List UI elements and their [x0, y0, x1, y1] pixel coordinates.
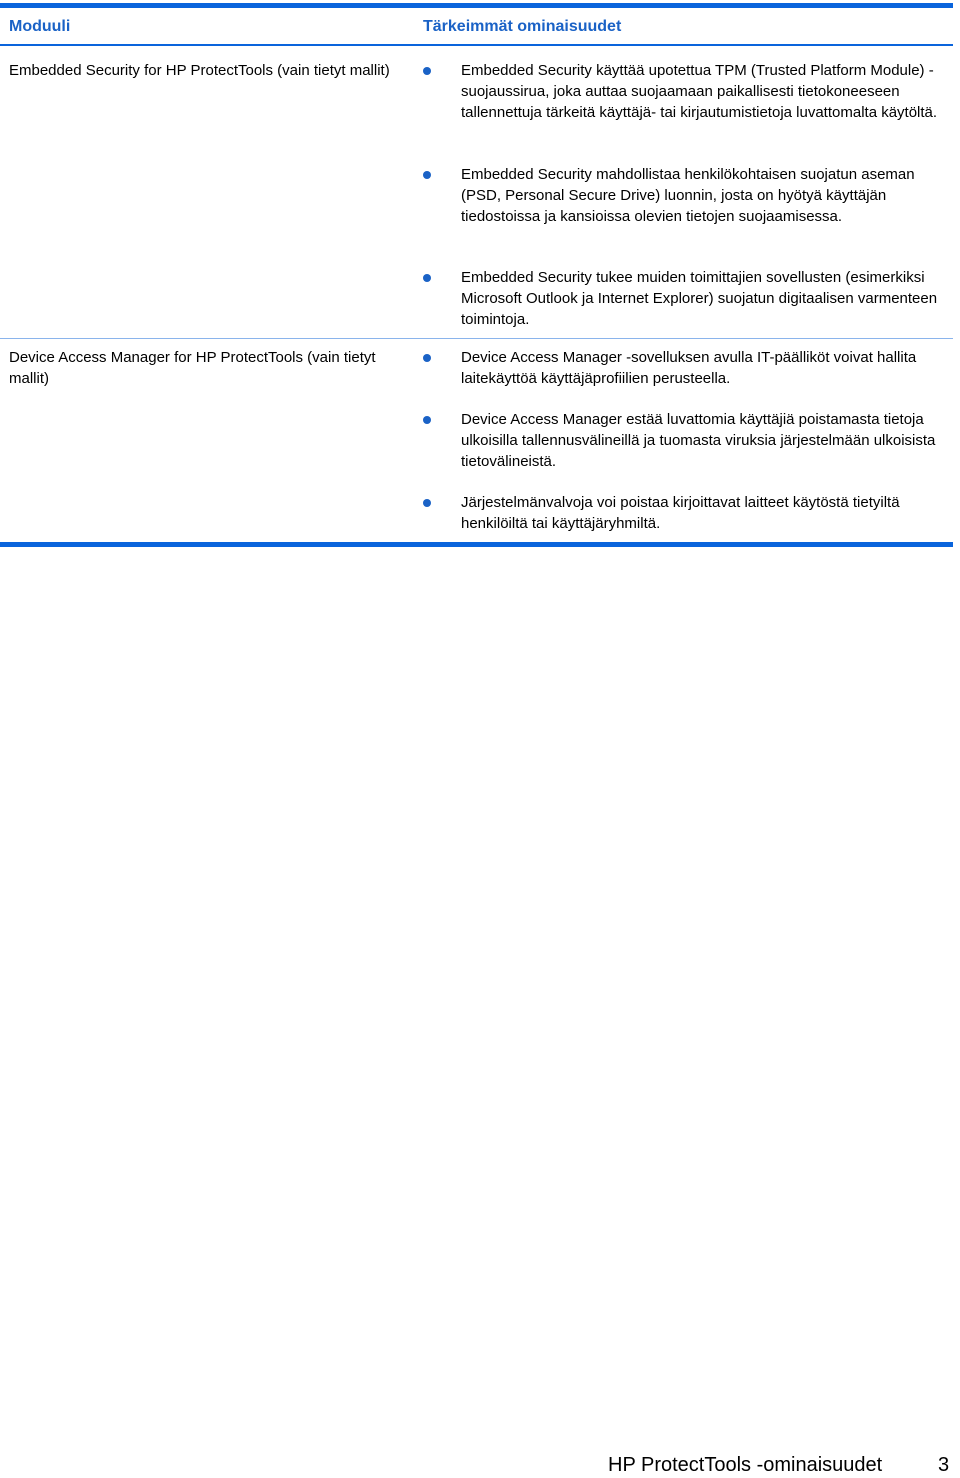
feature-item: Device Access Manager estää luvattomia käyttäjiä poistamasta tietoja ulkoisilla tallennusvälineillä ja tuomasta viruksia järjestelmään ulkoisista tietovälineistä.: [461, 411, 936, 470]
bullet-icon: [423, 67, 431, 75]
page-number: 3: [938, 1454, 950, 1476]
bullet-icon: [423, 274, 431, 282]
footer-section-title: HP ProtectTools -ominaisuudet: [608, 1454, 883, 1476]
module-name: Device Access Manager for HP ProtectTools (vain tietyt mallit): [9, 349, 376, 387]
feature-item: Device Access Manager -sovelluksen avulla IT-päälliköt voivat hallita laitekäyttöä käyttäjäprofiilien perusteella.: [461, 349, 917, 387]
row-divider: [0, 338, 953, 339]
module-name: Embedded Security for HP ProtectTools (vain tietyt mallit): [9, 62, 390, 79]
table-bottom-rule: [0, 542, 953, 547]
feature-item: Embedded Security käyttää upotettua TPM (Trusted Platform Module) -suojaussirua, joka auttaa suojaamaan paikallisesti tietokoneeseen tallennettuja tärkeitä käyttäjä- tai kirjautumistietoja luvattomalta käytöltä.: [461, 62, 938, 121]
bullet-icon: [423, 354, 431, 362]
bullet-icon: [423, 171, 431, 179]
feature-item: Embedded Security tukee muiden toimittajien sovellusten (esimerkiksi Microsoft Outlook ja Internet Explorer) suojatun digitaalisen varmenteen toimintoja.: [461, 269, 938, 328]
bullet-icon: [423, 499, 431, 507]
column-header-module: Moduuli: [9, 18, 71, 35]
feature-item: Järjestelmänvalvoja voi poistaa kirjoittavat laitteet käytöstä tietyiltä henkilöiltä tai käyttäjäryhmiltä.: [461, 494, 900, 532]
header-divider: [0, 44, 953, 46]
column-header-features: Tärkeimmät ominaisuudet: [423, 18, 622, 35]
bullet-icon: [423, 416, 431, 424]
feature-item: Embedded Security mahdollistaa henkilökohtaisen suojatun aseman (PSD, Personal Secure Drive) luonnin, josta on hyötyä käyttäjän tiedostoissa ja kansioissa olevien tietojen suojaamisessa.: [461, 166, 915, 225]
table-top-rule: [0, 3, 953, 8]
